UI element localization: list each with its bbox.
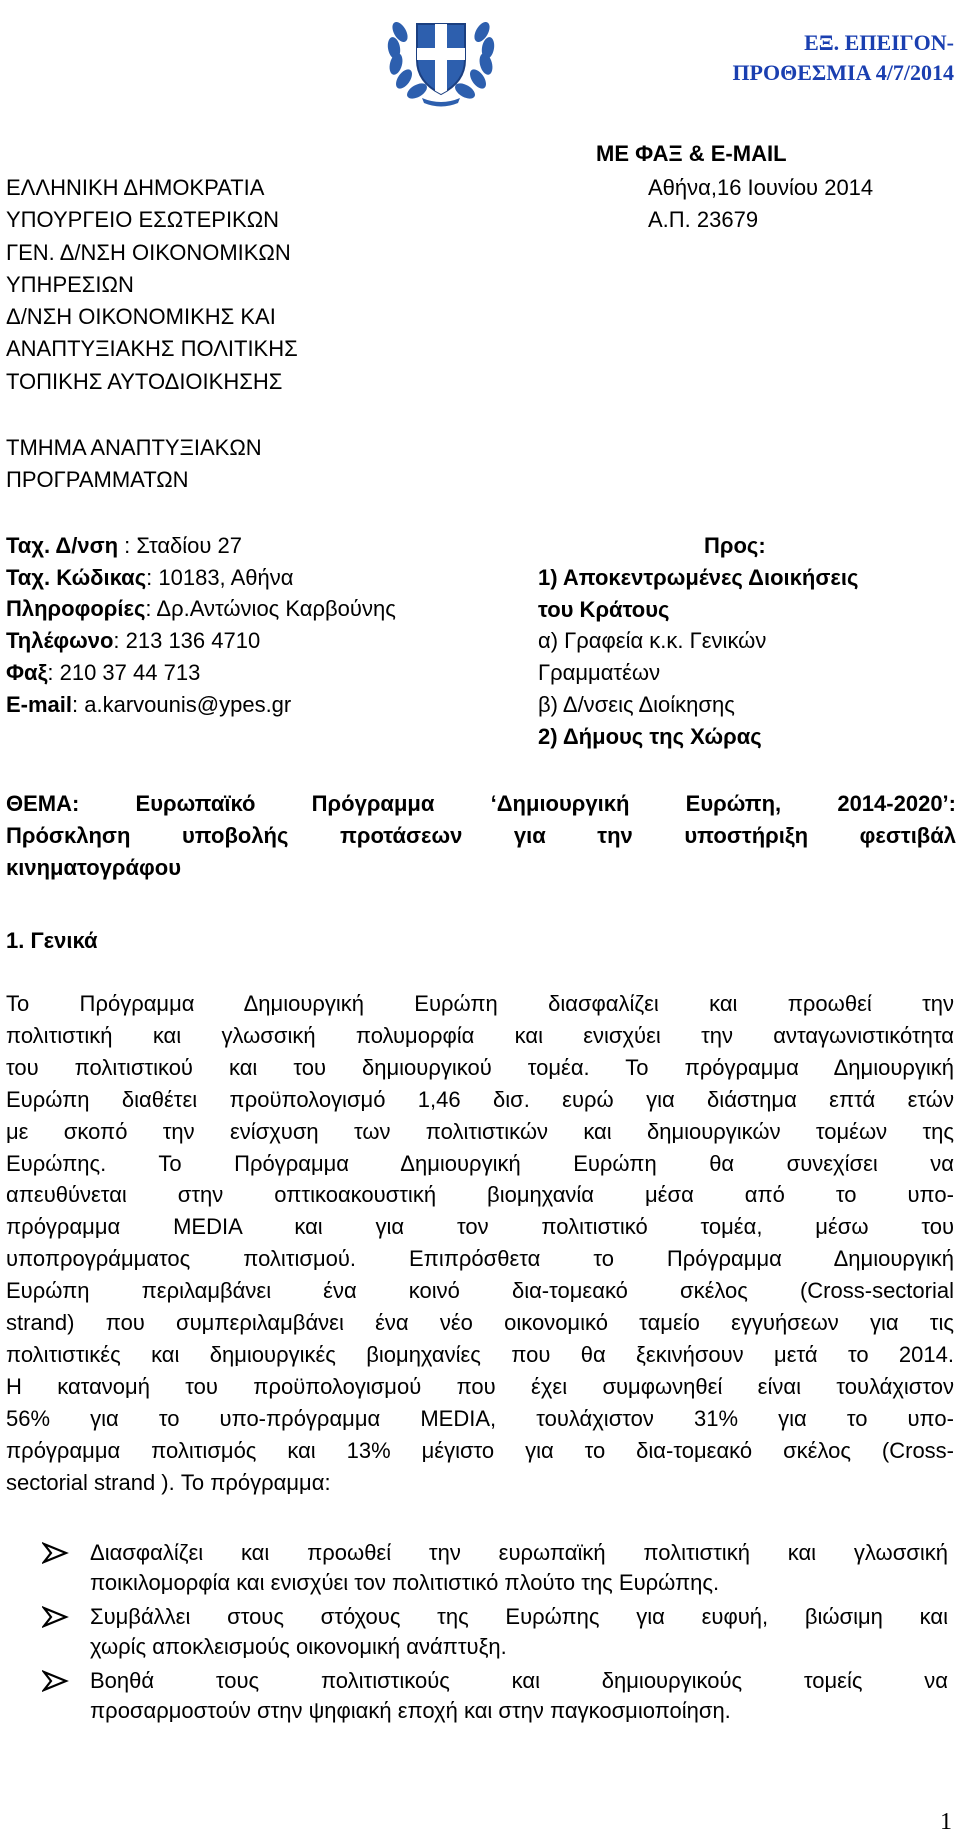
body-paragraph [6, 988, 954, 1499]
bullet-text: Διασφαλίζει και προωθεί την ευρωπαϊκή πολιτιστική και γλωσσική [90, 1540, 948, 1565]
bullet-text: Συμβάλλει στους στόχους της Ευρώπης για ευφυή, βιώσιμη και [90, 1604, 948, 1629]
postal-value: : 10183, Αθήνα [146, 564, 294, 590]
phone-value: : 213 136 4710 [113, 628, 261, 654]
urgent-note-line-2: ΠΡΟΘΕΣΜΙΑ 4/7/2014 [732, 60, 954, 85]
bullet-text: Βοηθά τους πολιτιστικούς και δημιουργικούς τομείς να [90, 1668, 948, 1693]
subject-line-1: ΘΕΜΑ: Ευρωπαϊκό Πρόγραμμα ‘Δημιουργική Ευρώπη, 2014-2020’: [6, 791, 956, 816]
address-label: Ταχ. Δ/νση [6, 533, 119, 558]
arrow-bullet-icon [42, 1538, 70, 1568]
body-line: πρόγραμμα MEDIA και για τον πολιτιστικό τομέα, μέσω του [6, 1214, 954, 1240]
arrow-bullet-icon [42, 1666, 70, 1696]
subject-line-3: κινηματογράφου [6, 855, 182, 880]
phone-label: Τηλέφωνο [6, 628, 114, 654]
email-label: E-mail [6, 691, 73, 717]
body-line: 56% για το υπο-πρόγραμμα MEDIA, τουλάχιστον 31% για το υπο- [6, 1405, 954, 1431]
fax-label: Φαξ [6, 659, 48, 685]
postal-label: Ταχ. Κώδικας [6, 564, 147, 590]
info-value: : Δρ.Αντώνιος Καρβούνης [145, 596, 396, 622]
body-line: Ευρώπης. Το Πρόγραμμα Δημιουργική Ευρώπη θα συνεχίσει να [6, 1150, 954, 1176]
body-line: Η κατανομή του προϋπολογισμού που έχει συμφωνηθεί είναι τουλάχιστον [6, 1373, 954, 1399]
urgent-note-line-1: ΕΞ. ΕΠΕΙΓΟΝ- [804, 30, 954, 55]
bullet-item [42, 1538, 948, 1602]
sender-line: ΕΛΛΗΝΙΚΗ ΔΗΜΟΚΡΑΤΙΑ [6, 175, 265, 200]
sender-line: ΥΠΟΥΡΓΕΙΟ ΕΣΩΤΕΡΙΚΩΝ [6, 207, 280, 233]
sender-line: ΑΝΑΠΤΥΞΙΑΚΗΣ ΠΟΛΙΤΙΚΗΣ [6, 336, 298, 362]
bullet-text: ποικιλομορφία και ενισχύει τον πολιτιστικό πλούτο της Ευρώπης. [90, 1570, 720, 1595]
recipients-heading: Προς: [704, 533, 766, 558]
recipient-1b: β) Δ/νσεις Διοίκησης [538, 691, 735, 717]
body-line: Ευρώπη διαθέτει προϋπολογισμό 1,46 δισ. ευρώ για διάστημα επτά ετών [6, 1086, 954, 1112]
department-line: ΤΜΗΜΑ ΑΝΑΠΤΥΞΙΑΚΩΝ [6, 435, 262, 460]
section-title: 1. Γενικά [6, 928, 98, 953]
greek-coat-of-arms-icon [382, 2, 500, 110]
address-value: : Σταδίου 27 [118, 533, 243, 558]
body-line: του πολιτιστικού και του δημιουργικού τομέα. Το πρόγραμμα Δημιουργική [6, 1054, 954, 1080]
recipient-1a-line-1: α) Γραφεία κ.κ. Γενικών [538, 628, 767, 654]
recipient-2: 2) Δήμους της Χώρας [538, 723, 762, 749]
document-date: Αθήνα,16 Ιουνίου 2014 [648, 175, 874, 200]
bullet-item [42, 1666, 948, 1730]
sender-line: ΥΠΗΡΕΣΙΩΝ [6, 271, 134, 297]
body-line: Το Πρόγραμμα Δημιουργική Ευρώπη διασφαλίζει και προωθεί την [6, 991, 954, 1016]
page-number: 1 [940, 1809, 952, 1835]
sender-block [6, 172, 298, 398]
bullet-text: χωρίς αποκλεισμούς οικονομική ανάπτυξη. [90, 1634, 507, 1659]
recipients-block [538, 562, 858, 752]
arrow-bullet-icon [42, 1602, 70, 1632]
body-line: απευθύνεται στην οπτικοακουστική βιομηχανία μέσα από το υπο- [6, 1182, 954, 1208]
protocol-number: Α.Π. 23679 [648, 207, 759, 232]
email-value: : a.karvounis@ypes.gr [72, 691, 292, 717]
fax-value: : 210 37 44 713 [47, 659, 201, 685]
body-line: υποπρογράμματος πολιτισμού. Επιπρόσθετα το Πρόγραμμα Δημιουργική [6, 1246, 954, 1272]
sender-line: Δ/ΝΣΗ ΟΙΚΟΝΟΜΙΚΗΣ ΚΑΙ [6, 304, 276, 330]
body-line: sectorial strand ). Το πρόγραμμα: [6, 1469, 331, 1495]
bullet-text: προσαρμοστούν στην ψηφιακή εποχή και στην παγκοσμιοποίηση. [90, 1698, 731, 1723]
delivery-method: ΜΕ ΦΑΞ & E-MAIL [596, 141, 787, 166]
recipient-1-line-2: του Κράτους [538, 596, 670, 622]
sender-line: ΓΕΝ. Δ/ΝΣΗ ΟΙΚΟΝΟΜΙΚΩΝ [6, 239, 291, 265]
sender-line: ΤΟΠΙΚΗΣ ΑΥΤΟΔΙΟΙΚΗΣΗΣ [6, 368, 283, 394]
department-block [6, 432, 262, 496]
subject-line-2: Πρόσκληση υποβολής προτάσεων για την υποστήριξη φεστιβάλ [6, 823, 956, 848]
body-line: με σκοπό την ενίσχυση των πολιτιστικών και δημιουργικών τομέων της [6, 1118, 954, 1144]
body-line: Ευρώπη περιλαμβάνει ένα κοινό δια-τομεακό σκέλος (Cross-sectorial [6, 1278, 954, 1304]
subject-block [6, 788, 956, 884]
contact-block [6, 530, 396, 720]
bullet-item [42, 1602, 948, 1666]
department-line: ΠΡΟΓΡΑΜΜΑΤΩΝ [6, 467, 189, 492]
info-label: Πληροφορίες [6, 596, 146, 622]
recipient-1-line-1: 1) Αποκεντρωμένες Διοικήσεις [538, 565, 859, 590]
body-line: πολιτιστική και γλωσσική πολυμορφία και ενισχύει την ανταγωνιστικότητα [6, 1022, 954, 1048]
body-line: πρόγραμμα πολιτισμός και 13% μέγιστο για το δια-τομεακό σκέλος (Cross- [6, 1437, 954, 1463]
recipient-1a-line-2: Γραμματέων [538, 660, 661, 686]
body-line: πολιτιστικές και δημιουργικές βιομηχανίες που θα ξεκινήσουν μετά το 2014. [6, 1341, 954, 1367]
body-line: strand) που συμπεριλαμβάνει ένα νέο οικονομικό ταμείο εγγυήσεων για τις [6, 1310, 954, 1336]
